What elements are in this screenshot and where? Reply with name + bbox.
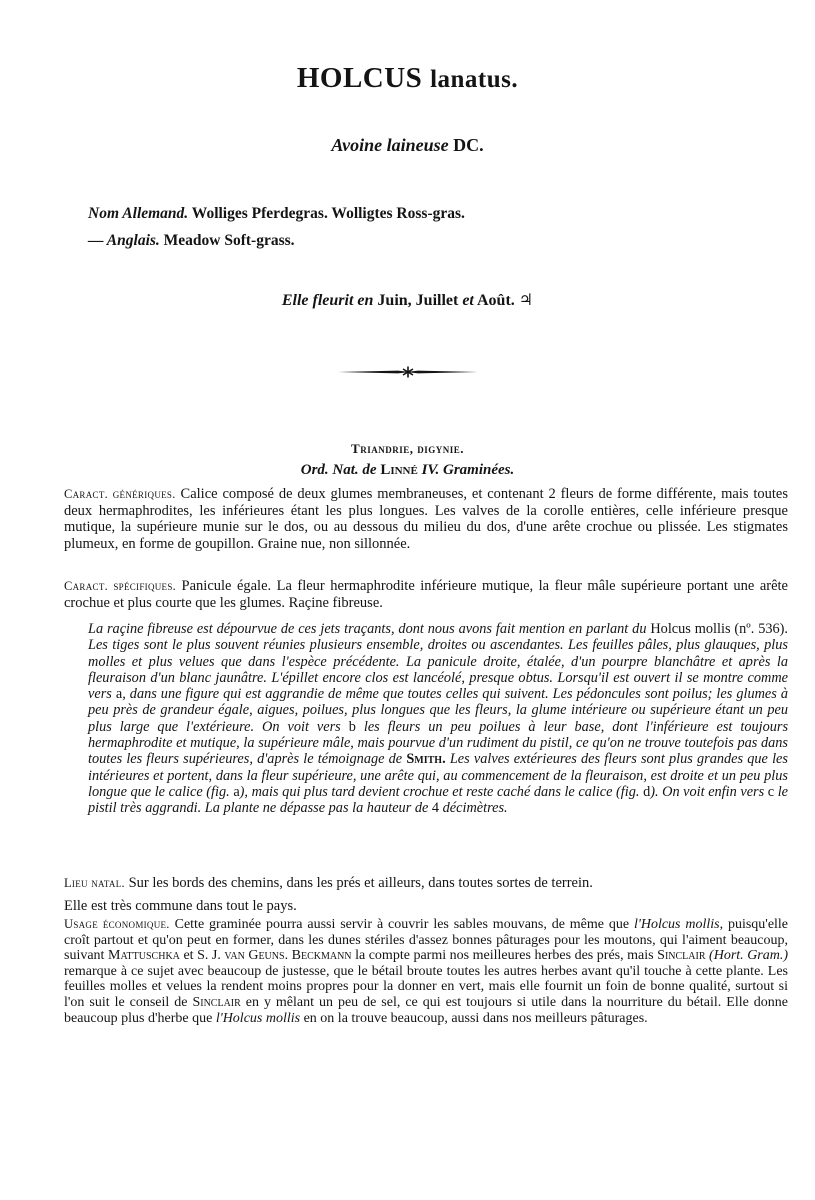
desc-text: ). On voit enfin vers <box>650 783 765 800</box>
habitat-paragraph <box>64 875 788 892</box>
flowering-months-b: Août. <box>477 292 515 309</box>
species-name: lanatus. <box>430 66 519 93</box>
usage-paragraph <box>64 917 788 1026</box>
order-heading <box>0 462 815 479</box>
work-reference: (Hort. Gram.) <box>709 948 789 964</box>
figure-letter: a <box>233 783 240 800</box>
flowering-et: et <box>462 292 474 309</box>
flowering-months-a: Juin, Juillet <box>377 292 459 309</box>
frequency-text: Elle est très commune dans tout le pays. <box>64 898 297 914</box>
desc-text: ), mais qui plus tard devient crochue et reste caché dans le calice (fig. <box>239 783 640 800</box>
generic-text: Calice composé de deux glumes membraneuses, et contenant 2 fleurs de forme différente, mais toutes deux hermaphrodites, les inférieures étant les plus longues. Les valves de la corolle entières, celle inférieure presque mutique, la supérieure munie sur le dos, ou au dessous du milieu du dos, d'une arête crochue ou plissée. Les stigmates plumeux, en forme de goupillon. Graine nue, non sillonnée. <box>64 486 789 552</box>
desc-text: Les tiges sont le plus souvent réunies plusieurs ensemble, droites ou ascendantes. Les feuilles pâles, plus glauques, plus molles et plus velues que dans l'espèce précédente. La panicule droite, étalée, d'un pourpre blanchâtre et après la fleuraison d'un blanc jaunâtre. L'épillet encore clos est lancéolé, presque obtus. Lorsqu'il est ouvert il se montre comme vers <box>88 637 788 703</box>
genus-name: HOLCUS <box>296 62 423 94</box>
flowering-prefix: Elle fleurit <box>281 292 354 309</box>
desc-text: , dans une figure qui est aggrandie de même que toutes celles qui suivent. Les pédoncules sont poilus; les glumes à peu près de grandeur égale, aigues, poilues, plus longues que les fleurs, la glume intérieure ou supérieure étant un peu plus large que l'extérieure. On voit vers <box>88 686 788 735</box>
usage-text: en y mêlant un peu de sel, ce qui est toujours si utile dans la nourriture du bétail. Elle donne beaucoup plus d'herbe que <box>64 994 788 1026</box>
german-label: Nom Allemand. <box>88 205 189 222</box>
frequency-paragraph <box>64 898 788 915</box>
author-name: Sinclair <box>657 948 706 964</box>
author-name: Sinclair <box>192 994 241 1010</box>
usage-text: , puisqu'elle croît partout et qu'on peut en former, dans les dunes stériles d'assez bonnes pâturages pour les moutons, qui l'aiment beaucoup, suivant <box>64 917 789 964</box>
french-name: Avoine laineuse <box>331 135 449 155</box>
order-suffix: IV. Graminées. <box>421 462 515 478</box>
specific-label: Caract. spécifiques. <box>64 579 177 593</box>
habitat-label: Lieu natal. <box>64 876 125 890</box>
class-heading: Triandrie, digynie. <box>351 441 464 456</box>
author-name: van Geuns. <box>224 948 289 964</box>
desc-text: Les valves extérieures des fleurs sont plus grandes que les intérieures et portent, dans la fleur supérieure, une arête qui, au commencement de la fleuraison, est droite et un peu plus longue que le calice (fig. <box>88 751 788 800</box>
description-paragraph <box>88 621 788 817</box>
ornament-divider <box>338 364 478 385</box>
flowering-line <box>0 290 815 310</box>
order-prefix: Ord. Nat. de <box>300 462 377 478</box>
english-name-line <box>88 232 295 250</box>
desc-text: décimètres. <box>442 800 508 817</box>
desc-text: le pistil très aggrandi. La plante ne dépasse pas la hauteur de <box>88 783 789 817</box>
german-name-line <box>88 205 465 223</box>
generic-characters-paragraph <box>64 486 788 552</box>
usage-text: en on la trouve beaucoup, aussi dans nos meilleurs pâturages. <box>303 1010 648 1026</box>
specific-text: Panicule égale. La fleur hermaphrodite inférieure mutique, la fleur mâle supérieure portant une arête crochue et plus courte que les glumes. Raçine fibreuse. <box>64 578 788 611</box>
author-name: Mattuschka <box>108 948 180 964</box>
author-name: Beckmann <box>291 948 352 964</box>
figure-letter: b <box>348 718 356 735</box>
desc-text: les fleurs un peu poilues à leur base, dont l'inférieure est toujours hermaphrodite et mutique, la supérieure mâle, mais pourvue d'un rudiment du pistil, ce qu'on ne trouve toutefois pas dans toutes les fleurs supérieures, d'après le témoignage de <box>88 718 789 768</box>
species-reference: l'Holcus mollis <box>633 917 720 932</box>
german-name: Wolliges Pferdegras. Wolligtes Ross-gras. <box>191 205 465 222</box>
usage-label: Usage économique. <box>64 917 170 931</box>
order-author: Linné <box>380 462 418 478</box>
habitat-text: Sur les bords des chemins, dans les prés et ailleurs, dans toutes sortes de terrein. <box>128 875 593 891</box>
figure-letter: d <box>643 783 651 800</box>
species-reference: l'Holcus mollis <box>215 1010 301 1026</box>
french-author: DC. <box>453 135 484 155</box>
author-name: Smith. <box>406 751 446 768</box>
height-value: 4 <box>431 800 440 817</box>
figure-letter: a <box>115 686 123 703</box>
usage-text: et S. J. <box>183 948 221 964</box>
usage-text: remarque à ce sujet avec beaucoup de justesse, que le bétail broute toutes les autres herbes avant qu'il touche à cette plante. Les feuilles molles et velues la rendent moins propres pour la donner en vert, mais elle fournit un foin de bonne qualité, surtout si l'on suit le conseil de <box>64 963 788 1010</box>
perennial-symbol: ♃ <box>518 292 534 309</box>
page-title <box>0 62 815 95</box>
generic-label: Caract. génériques. <box>64 487 176 501</box>
desc-text: Holcus mollis (nº. 536). <box>650 621 788 637</box>
usage-text: la compte parmi nos meilleures herbes des prés, mais <box>355 948 654 964</box>
english-name: Meadow Soft-grass. <box>163 232 295 249</box>
usage-text: Cette graminée pourra aussi servir à couvrir les sables mouvans, de même que <box>174 917 630 932</box>
figure-letter: c <box>767 783 775 800</box>
english-label: — Anglais. <box>88 232 160 249</box>
french-name-line <box>0 135 815 156</box>
specific-characters-paragraph <box>64 578 788 611</box>
desc-text: La raçine fibreuse est dépourvue de ces jets traçants, dont nous avons fait mention en parlant du <box>88 621 647 637</box>
flowering-en: en <box>357 292 374 309</box>
